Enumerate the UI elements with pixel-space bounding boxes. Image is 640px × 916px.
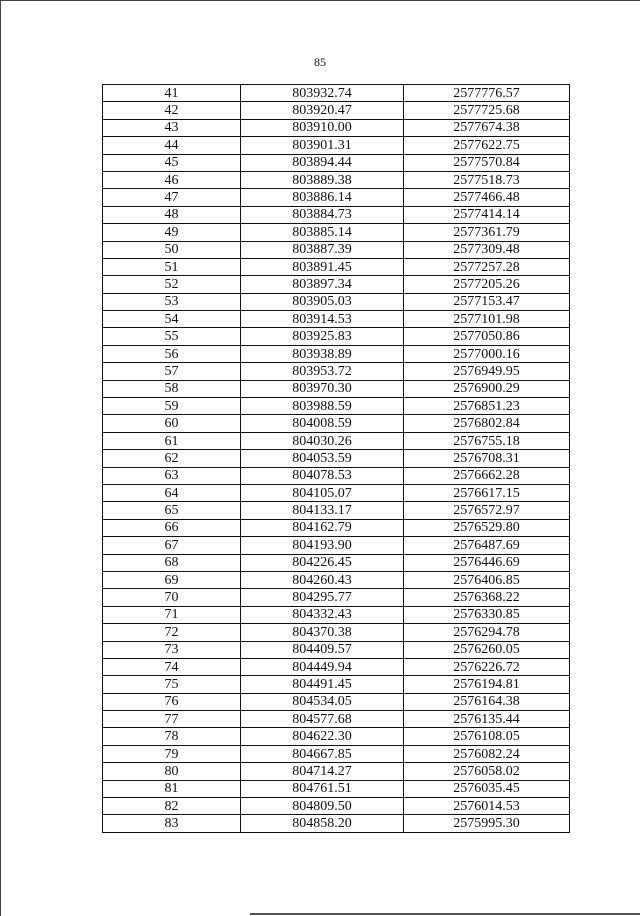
y-coordinate-cell: 2577205.26 xyxy=(404,276,570,293)
x-coordinate-cell: 803953.72 xyxy=(241,363,404,380)
point-number-cell: 71 xyxy=(103,606,241,623)
y-coordinate-cell: 2576662.28 xyxy=(404,467,570,484)
x-coordinate-cell: 804133.17 xyxy=(241,502,404,519)
point-number-cell: 67 xyxy=(103,537,241,554)
point-number-cell: 70 xyxy=(103,589,241,606)
table-row xyxy=(103,711,570,728)
footer-rule xyxy=(250,913,640,915)
y-coordinate-cell: 2576487.69 xyxy=(404,537,570,554)
x-coordinate-cell: 804332.43 xyxy=(241,606,404,623)
x-coordinate-cell: 804053.59 xyxy=(241,450,404,467)
x-coordinate-cell: 804260.43 xyxy=(241,571,404,588)
table-row xyxy=(103,293,570,310)
y-coordinate-cell: 2576035.45 xyxy=(404,780,570,797)
point-number-cell: 56 xyxy=(103,345,241,362)
x-coordinate-cell: 804370.38 xyxy=(241,624,404,641)
y-coordinate-cell: 2577309.48 xyxy=(404,241,570,258)
x-coordinate-cell: 804295.77 xyxy=(241,589,404,606)
x-coordinate-cell: 803920.47 xyxy=(241,102,404,119)
x-coordinate-cell: 803905.03 xyxy=(241,293,404,310)
point-number-cell: 63 xyxy=(103,467,241,484)
x-coordinate-cell: 803932.74 xyxy=(241,85,404,102)
table-row xyxy=(103,137,570,154)
coordinate-table-body xyxy=(103,85,570,833)
x-coordinate-cell: 804714.27 xyxy=(241,763,404,780)
point-number-cell: 41 xyxy=(103,85,241,102)
table-row xyxy=(103,85,570,102)
table-row xyxy=(103,763,570,780)
y-coordinate-cell: 2577776.57 xyxy=(404,85,570,102)
y-coordinate-cell: 2576572.97 xyxy=(404,502,570,519)
table-row xyxy=(103,798,570,815)
y-coordinate-cell: 2576135.44 xyxy=(404,711,570,728)
point-number-cell: 57 xyxy=(103,363,241,380)
table-row xyxy=(103,345,570,362)
point-number-cell: 51 xyxy=(103,258,241,275)
x-coordinate-cell: 804858.20 xyxy=(241,815,404,832)
table-row xyxy=(103,745,570,762)
y-coordinate-cell: 2576802.84 xyxy=(404,415,570,432)
y-coordinate-cell: 2576368.22 xyxy=(404,589,570,606)
y-coordinate-cell: 2576082.24 xyxy=(404,745,570,762)
table-row xyxy=(103,624,570,641)
x-coordinate-cell: 803886.14 xyxy=(241,189,404,206)
point-number-cell: 65 xyxy=(103,502,241,519)
x-coordinate-cell: 803910.00 xyxy=(241,119,404,136)
point-number-cell: 82 xyxy=(103,798,241,815)
table-row xyxy=(103,328,570,345)
table-row xyxy=(103,276,570,293)
x-coordinate-cell: 803894.44 xyxy=(241,154,404,171)
x-coordinate-cell: 804226.45 xyxy=(241,554,404,571)
x-coordinate-cell: 804193.90 xyxy=(241,537,404,554)
x-coordinate-cell: 803889.38 xyxy=(241,171,404,188)
y-coordinate-cell: 2577153.47 xyxy=(404,293,570,310)
x-coordinate-cell: 804534.05 xyxy=(241,693,404,710)
table-row xyxy=(103,398,570,415)
y-coordinate-cell: 2577622.75 xyxy=(404,137,570,154)
x-coordinate-cell: 803887.39 xyxy=(241,241,404,258)
point-number-cell: 72 xyxy=(103,624,241,641)
point-number-cell: 59 xyxy=(103,398,241,415)
x-coordinate-cell: 804491.45 xyxy=(241,676,404,693)
y-coordinate-cell: 2576294.78 xyxy=(404,624,570,641)
point-number-cell: 75 xyxy=(103,676,241,693)
x-coordinate-cell: 803988.59 xyxy=(241,398,404,415)
x-coordinate-cell: 803897.34 xyxy=(241,276,404,293)
point-number-cell: 81 xyxy=(103,780,241,797)
table-row xyxy=(103,241,570,258)
y-coordinate-cell: 2577000.16 xyxy=(404,345,570,362)
table-row xyxy=(103,171,570,188)
y-coordinate-cell: 2576949.95 xyxy=(404,363,570,380)
point-number-cell: 77 xyxy=(103,711,241,728)
x-coordinate-cell: 803884.73 xyxy=(241,206,404,223)
point-number-cell: 80 xyxy=(103,763,241,780)
x-coordinate-cell: 804449.94 xyxy=(241,658,404,675)
point-number-cell: 47 xyxy=(103,189,241,206)
table-row xyxy=(103,154,570,171)
coordinate-table xyxy=(102,84,570,833)
table-row xyxy=(103,658,570,675)
y-coordinate-cell: 2577725.68 xyxy=(404,102,570,119)
y-coordinate-cell: 2576406.85 xyxy=(404,571,570,588)
y-coordinate-cell: 2576014.53 xyxy=(404,798,570,815)
y-coordinate-cell: 2577361.79 xyxy=(404,224,570,241)
y-coordinate-cell: 2576108.05 xyxy=(404,728,570,745)
point-number-cell: 58 xyxy=(103,380,241,397)
x-coordinate-cell: 804761.51 xyxy=(241,780,404,797)
point-number-cell: 69 xyxy=(103,571,241,588)
point-number-cell: 76 xyxy=(103,693,241,710)
table-row xyxy=(103,258,570,275)
point-number-cell: 49 xyxy=(103,224,241,241)
x-coordinate-cell: 804030.26 xyxy=(241,432,404,449)
x-coordinate-cell: 804622.30 xyxy=(241,728,404,745)
y-coordinate-cell: 2576900.29 xyxy=(404,380,570,397)
point-number-cell: 46 xyxy=(103,171,241,188)
point-number-cell: 52 xyxy=(103,276,241,293)
table-row xyxy=(103,554,570,571)
y-coordinate-cell: 2577101.98 xyxy=(404,311,570,328)
y-coordinate-cell: 2576851.23 xyxy=(404,398,570,415)
x-coordinate-cell: 803914.53 xyxy=(241,311,404,328)
table-row xyxy=(103,206,570,223)
y-coordinate-cell: 2577414.14 xyxy=(404,206,570,223)
y-coordinate-cell: 2576529.80 xyxy=(404,519,570,536)
y-coordinate-cell: 2576260.05 xyxy=(404,641,570,658)
y-coordinate-cell: 2576058.02 xyxy=(404,763,570,780)
table-row xyxy=(103,571,570,588)
y-coordinate-cell: 2576164.38 xyxy=(404,693,570,710)
point-number-cell: 53 xyxy=(103,293,241,310)
y-coordinate-cell: 2577570.84 xyxy=(404,154,570,171)
table-row xyxy=(103,728,570,745)
y-coordinate-cell: 2576194.81 xyxy=(404,676,570,693)
y-coordinate-cell: 2575995.30 xyxy=(404,815,570,832)
table-row xyxy=(103,780,570,797)
x-coordinate-cell: 804008.59 xyxy=(241,415,404,432)
point-number-cell: 64 xyxy=(103,484,241,501)
table-row xyxy=(103,641,570,658)
point-number-cell: 44 xyxy=(103,137,241,154)
point-number-cell: 83 xyxy=(103,815,241,832)
y-coordinate-cell: 2577466.48 xyxy=(404,189,570,206)
x-coordinate-cell: 803891.45 xyxy=(241,258,404,275)
page-number: 85 xyxy=(314,55,326,69)
y-coordinate-cell: 2576226.72 xyxy=(404,658,570,675)
table-row xyxy=(103,380,570,397)
point-number-cell: 68 xyxy=(103,554,241,571)
point-number-cell: 61 xyxy=(103,432,241,449)
point-number-cell: 50 xyxy=(103,241,241,258)
table-row xyxy=(103,224,570,241)
table-row xyxy=(103,519,570,536)
x-coordinate-cell: 804105.07 xyxy=(241,484,404,501)
y-coordinate-cell: 2577518.73 xyxy=(404,171,570,188)
point-number-cell: 74 xyxy=(103,658,241,675)
point-number-cell: 43 xyxy=(103,119,241,136)
table-row xyxy=(103,502,570,519)
table-row xyxy=(103,450,570,467)
y-coordinate-cell: 2577257.28 xyxy=(404,258,570,275)
table-row xyxy=(103,815,570,832)
point-number-cell: 78 xyxy=(103,728,241,745)
table-row xyxy=(103,693,570,710)
point-number-cell: 79 xyxy=(103,745,241,762)
table-row xyxy=(103,676,570,693)
point-number-cell: 48 xyxy=(103,206,241,223)
y-coordinate-cell: 2576708.31 xyxy=(404,450,570,467)
table-row xyxy=(103,606,570,623)
x-coordinate-cell: 803885.14 xyxy=(241,224,404,241)
point-number-cell: 66 xyxy=(103,519,241,536)
point-number-cell: 62 xyxy=(103,450,241,467)
point-number-cell: 45 xyxy=(103,154,241,171)
table-row xyxy=(103,102,570,119)
table-row xyxy=(103,467,570,484)
point-number-cell: 54 xyxy=(103,311,241,328)
table-row xyxy=(103,363,570,380)
table-row xyxy=(103,484,570,501)
x-coordinate-cell: 803970.30 xyxy=(241,380,404,397)
point-number-cell: 60 xyxy=(103,415,241,432)
y-coordinate-cell: 2577050.86 xyxy=(404,328,570,345)
x-coordinate-cell: 804409.57 xyxy=(241,641,404,658)
y-coordinate-cell: 2576617.15 xyxy=(404,484,570,501)
point-number-cell: 73 xyxy=(103,641,241,658)
table-row xyxy=(103,119,570,136)
y-coordinate-cell: 2576755.18 xyxy=(404,432,570,449)
point-number-cell: 55 xyxy=(103,328,241,345)
x-coordinate-cell: 804667.85 xyxy=(241,745,404,762)
table-row xyxy=(103,189,570,206)
table-row xyxy=(103,537,570,554)
y-coordinate-cell: 2577674.38 xyxy=(404,119,570,136)
x-coordinate-cell: 804809.50 xyxy=(241,798,404,815)
table-row xyxy=(103,589,570,606)
y-coordinate-cell: 2576446.69 xyxy=(404,554,570,571)
x-coordinate-cell: 804078.53 xyxy=(241,467,404,484)
table-row xyxy=(103,415,570,432)
y-coordinate-cell: 2576330.85 xyxy=(404,606,570,623)
x-coordinate-cell: 804162.79 xyxy=(241,519,404,536)
x-coordinate-cell: 804577.68 xyxy=(241,711,404,728)
table-row xyxy=(103,311,570,328)
table-row xyxy=(103,432,570,449)
x-coordinate-cell: 803901.31 xyxy=(241,137,404,154)
x-coordinate-cell: 803925.83 xyxy=(241,328,404,345)
x-coordinate-cell: 803938.89 xyxy=(241,345,404,362)
point-number-cell: 42 xyxy=(103,102,241,119)
